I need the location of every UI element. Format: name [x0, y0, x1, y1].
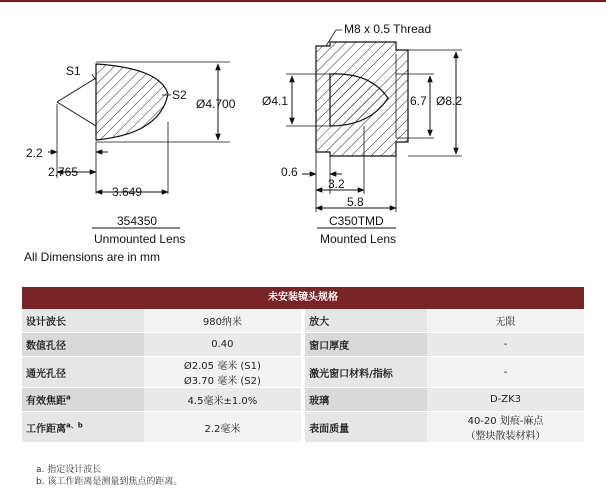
left-part-number: 354350: [117, 214, 158, 228]
spec-label: 玻璃: [305, 388, 427, 412]
spec-label: 设计波长: [22, 309, 144, 333]
spec-label: [22, 412, 144, 443]
table-row: [22, 388, 584, 412]
spec-label: 放大: [305, 309, 427, 333]
spec-label-text: 有效焦距: [26, 396, 66, 407]
table-row: [22, 309, 584, 333]
lens-drawing: [0, 2, 606, 282]
spec-label: 窗口厚度: [305, 333, 427, 357]
table-row: [22, 412, 584, 443]
inner-height-label: 6.7: [410, 94, 427, 108]
spec-value: [144, 357, 301, 388]
spec-value: -: [427, 357, 584, 388]
spec-value: 无限: [427, 309, 584, 333]
spec-table-title: 未安装镜头规格: [22, 287, 584, 309]
spec-value: 0.40: [144, 333, 301, 357]
working-distance-label: 2.2: [26, 146, 43, 160]
spec-value: 980纳米: [144, 309, 301, 333]
housing-length-label: 5.8: [347, 195, 364, 209]
right-caption: Mounted Lens: [320, 232, 397, 246]
mounted-lens-view: [262, 22, 462, 246]
table-row: [22, 333, 584, 357]
s2-label: S2: [172, 88, 187, 102]
recess-depth-label: 0.6: [281, 165, 298, 179]
left-caption: Unmounted Lens: [94, 232, 186, 246]
s1-label: S1: [66, 64, 81, 78]
dimensions-note: All Dimensions are in mm: [24, 250, 161, 264]
spec-value: 2.2毫米: [144, 412, 301, 443]
spec-label: 通光孔径: [22, 357, 144, 388]
spec-value: [427, 412, 584, 443]
spec-value-line: （整块散装材料）: [465, 431, 546, 442]
lens-thickness-label: 3.649: [112, 185, 143, 199]
thread-label: M8 x 0.5 Thread: [344, 22, 432, 36]
housing-diameter-label: Ø8.2: [436, 94, 463, 108]
spec-label-text: 工作距离: [26, 423, 66, 435]
table-row: [22, 357, 584, 388]
footnote-a: a. 指定设计波长: [36, 465, 102, 475]
right-part-number: C350TMD: [329, 214, 384, 228]
spec-value: 4.5毫米±1.0%: [144, 388, 301, 412]
spec-value-line: 40-20 划痕-麻点: [467, 416, 544, 427]
unmounted-lens-view: [26, 62, 236, 246]
spec-label: 激光窗口材料/指标: [305, 357, 427, 388]
spec-value: -: [427, 333, 584, 357]
footnote-marker: a: [66, 393, 71, 402]
lens-diameter-label: Ø4.700: [196, 97, 236, 111]
spec-label: 表面质量: [305, 412, 427, 443]
footnote-marker: a、b: [66, 421, 83, 430]
spec-value: D-ZK3: [427, 388, 584, 412]
spec-value-line: Ø3.70 毫米 (S2): [183, 376, 261, 387]
focal-length-label: 2.765: [48, 165, 79, 179]
aperture-diameter-label: Ø4.1: [262, 94, 289, 108]
footnote-b: b. 该工作距离是测量到焦点的距离。: [36, 477, 183, 487]
spec-label: [22, 388, 144, 412]
spec-table: [22, 287, 584, 443]
spec-label: 数值孔径: [22, 333, 144, 357]
lens-position-label: 3.2: [328, 177, 345, 191]
spec-value-line: Ø2.05 毫米 (S1): [183, 361, 261, 372]
